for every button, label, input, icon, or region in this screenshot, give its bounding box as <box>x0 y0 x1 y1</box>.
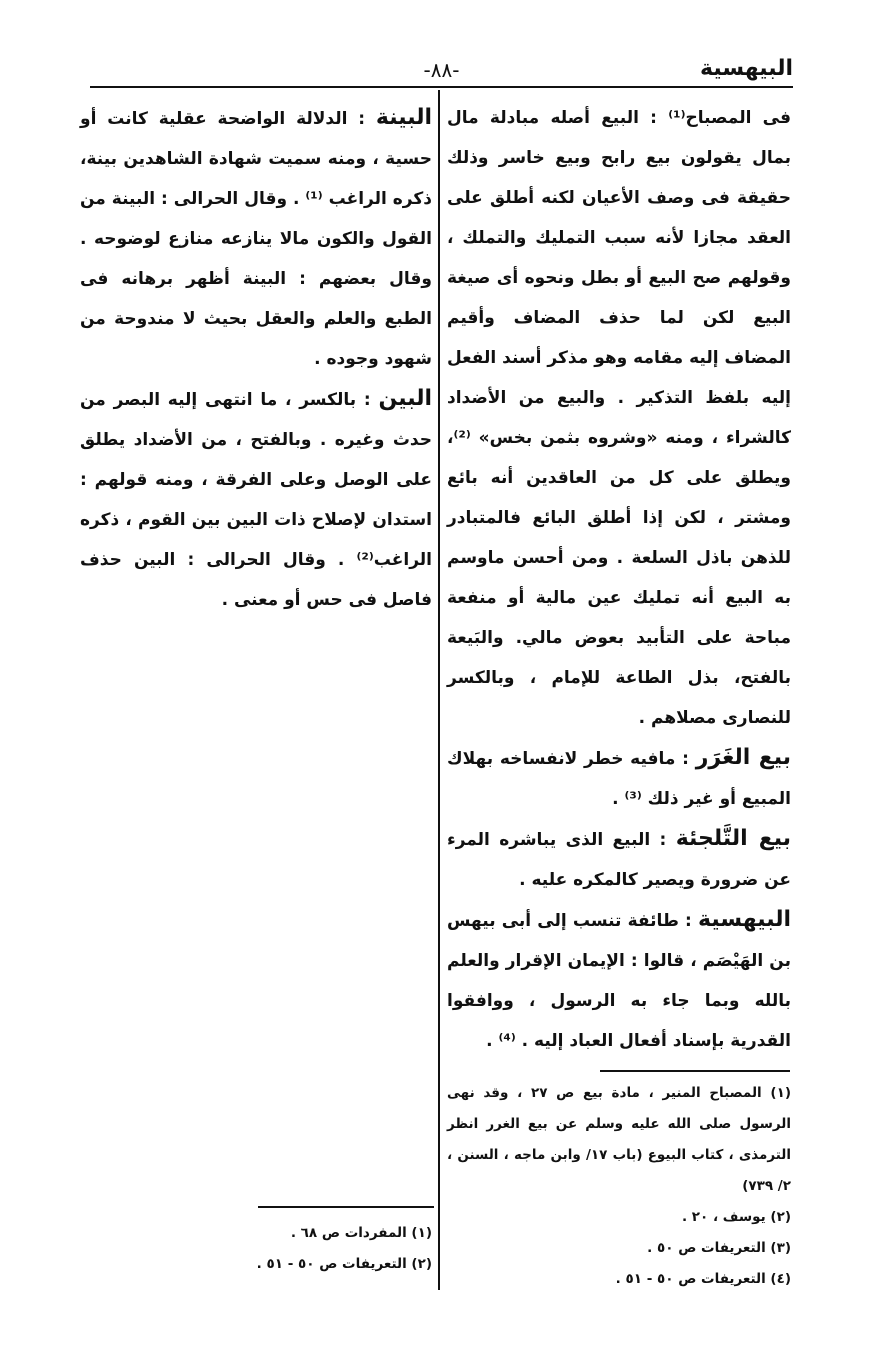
footnote-separator-left <box>258 1206 434 1208</box>
footnotes-right <box>447 1078 791 1295</box>
entry-term: بيع التَّلجئة <box>675 826 792 851</box>
entry-term: بيع الغَرَر <box>695 745 792 770</box>
footnote: (٢) التعريفات ص ٥٠ - ٥١ . <box>256 1256 432 1272</box>
column-divider <box>438 90 440 1290</box>
entry-al-bayhasiyya <box>447 900 791 1061</box>
running-title: البيهسية <box>700 56 793 81</box>
entry-text: : طائفة تنسب إلى أبى بيهس بن الهَيْصَم ، قالوا : الإيمان الإقرار والعلم بالله وبما جاء به الرسول ، ووافقوا القدرية بإسناد أفعال العباد إليه . ⁽⁴⁾ . <box>447 911 791 1051</box>
entry-al-bayn <box>80 379 432 620</box>
entry-text: : البيع الذى يباشره المرء عن ضرورة ويصير كالمكره عليه . <box>447 830 791 890</box>
footnote: (٢) يوسف ، ٢٠ . <box>681 1209 791 1225</box>
entry-bay-al-taljiah <box>447 819 791 900</box>
entry-bay-continuation <box>447 98 791 738</box>
entry-text: : الدلالة الواضحة عقلية كانت أو حسية ، ومنه سميت شهادة الشاهدين بينة، ذكره الراغب ⁽¹⁾ . وقال الحرالى : البينة من القول والكون مالا ينازعه منازع لوضوحه . وقال بعضهم : البينة أظهر برهانه فى الطبع والعلم والعقل بحيث لا مندوحة من شهود وجوده . <box>80 109 432 369</box>
left-column <box>80 98 432 620</box>
footnote: (٤) التعريفات ص ٥٠ - ٥١ . <box>615 1271 791 1287</box>
footnotes-left <box>80 1218 432 1280</box>
footnote: (١) المصباح المنير ، مادة بيع ص ٢٧ ، وقد نهى الرسول صلى الله عليه وسلم عن بيع الغرر انظر الترمذى ، كتاب البيوع (باب ١٧/ وابن ماجه ، السنن ، ٢/ ٧٣٩) <box>447 1085 791 1194</box>
entry-text: : بالكسر ، ما انتهى إليه البصر من حدث وغيره . وبالفتح ، من الأضداد يطلق على الوصل وعلى الفرقة ، ومنه قولهم : استدان لإصلاح ذات البين بين القوم ، ذكره الراغب⁽²⁾ . وقال الحرالى : البين حذف فاصل فى حس أو معنى . <box>80 390 432 610</box>
right-column <box>447 98 791 1061</box>
entry-text: فى المصباح⁽¹⁾ : البيع أصله مبادلة مال بمال يقولون بيع رابح وبيع خاسر وذلك حقيقة فى وصف الأعيان لكنه أطلق على العقد مجازا لأنه سبب التمليك والتملك ، وقولهم صح البيع أو بطل ونحوه أى صيغة البيع لكن لما حذف المضاف وأقيم المضاف إليه مقامه وهو مذكر أسند الفعل إليه بلفظ التذكير . والبيع من الأضداد كالشراء ، ومنه «وشروه بثمن بخس» ⁽²⁾، ويطلق على كل من العاقدين أنه بائع ومشتر ، لكن إذا أطلق البائع فالمتبادر للذهن باذل السلعة . ومن أحسن ماوسم به البيع أنه تمليك عين مالية أو منفعة مباحة على التأبيد بعوض مالي. والبَيعة بالفتح، بذل الطاعة للإمام ، وبالكسر للنصارى مصلاهم . <box>447 108 791 728</box>
footnote: (٣) التعريفات ص ٥٠ . <box>647 1240 791 1256</box>
entry-al-bayyina <box>80 98 432 379</box>
entry-term: البين <box>378 386 433 411</box>
page-header <box>90 52 793 88</box>
entry-bay-al-gharar <box>447 738 791 819</box>
footnote: (١) المفردات ص ٦٨ . <box>290 1225 432 1241</box>
entry-term: البينة <box>375 105 432 130</box>
footnote-separator-right <box>600 1070 790 1072</box>
entry-text: : مافيه خطر لانفساخه بهلاك المبيع أو غير ذلك ⁽³⁾ . <box>447 749 791 809</box>
entry-term: البيهسية <box>698 907 792 932</box>
page-number: -٨٨- <box>423 58 460 82</box>
